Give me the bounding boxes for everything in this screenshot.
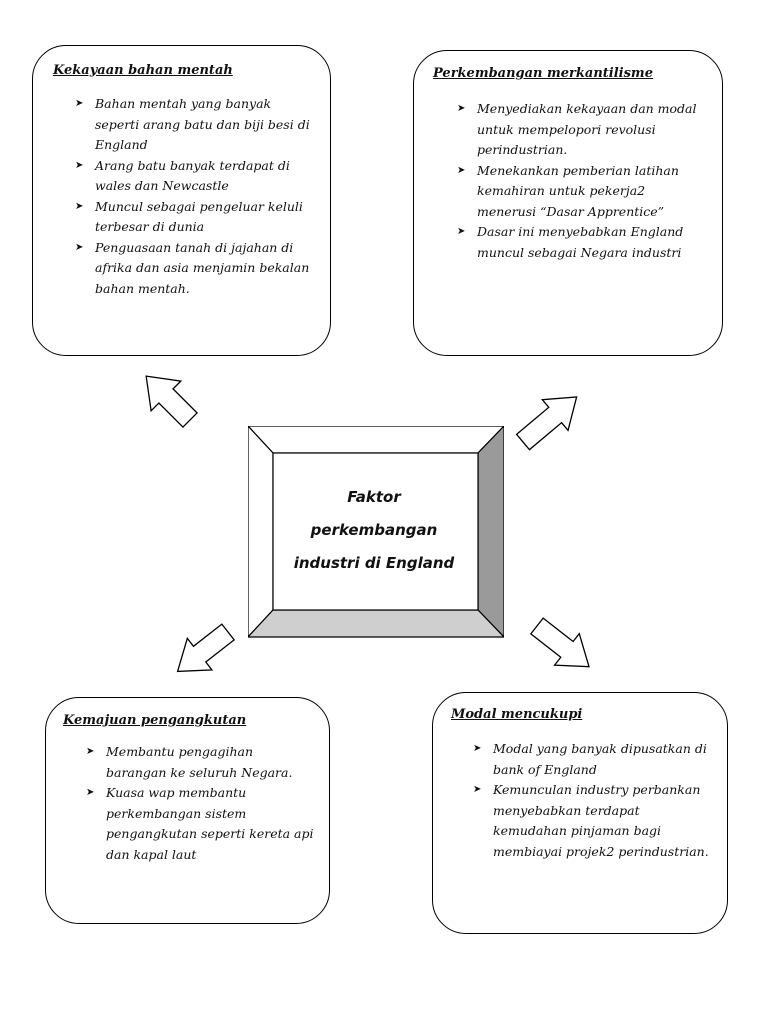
list-item: ➤ Menekankan pemberian latihan kemahiran untuk pekerja2 menerusi “Dasar Apprentice” — [457, 161, 697, 223]
list-item: ➤ Dasar ini menyebabkan England muncul sebagai Negara industri — [457, 222, 697, 263]
list-item: ➤ Kemunculan industry perbankan menyebabkan terdapat kemudahan pinjaman bagi membiayai projek2 perindustrian. — [473, 780, 711, 862]
list-item: ➤ Modal yang banyak dipusatkan di bank of England — [473, 739, 711, 780]
box-title: Perkembangan merkantilisme — [433, 66, 653, 81]
frame-bottom-bevel — [248, 610, 504, 637]
box-title: Kemajuan pengangkutan — [63, 713, 247, 728]
list-item: ➤ Kuasa wap membantu perkembangan sistem pengangkutan seperti kereta api dan kapal laut — [86, 783, 314, 865]
frame-top-bevel — [248, 426, 504, 453]
frame-left-bevel — [248, 426, 273, 637]
box-title: Kekayaan bahan mentah — [53, 63, 233, 78]
center-title-line: Faktor — [347, 487, 401, 506]
center-title — [272, 452, 476, 608]
list-item: ➤ Bahan mentah yang banyak seperti arang batu dan biji besi di England — [75, 94, 311, 156]
bullet-list — [473, 739, 711, 862]
bullet-list — [86, 742, 314, 865]
box-modal-mencukupi — [432, 692, 728, 934]
box-kekayaan-bahan-mentah — [32, 45, 331, 356]
list-item: ➤ Arang batu banyak terdapat di wales dan Newcastle — [75, 156, 311, 197]
list-item: ➤ Penguasaan tanah di jajahan di afrika dan asia menjamin bekalan bahan mentah. — [75, 238, 311, 300]
box-kemajuan-pengangkutan — [45, 697, 330, 924]
box-perkembangan-merkantilisme — [413, 50, 723, 356]
frame-right-bevel — [478, 426, 504, 637]
box-title: Modal mencukupi — [451, 707, 583, 722]
list-item: ➤ Membantu pengagihan barangan ke seluruh Negara. — [86, 742, 314, 783]
list-item: ➤ Muncul sebagai pengeluar keluli terbesar di dunia — [75, 197, 311, 238]
list-item: ➤ Menyediakan kekayaan dan modal untuk mempelopori revolusi perindustrian. — [457, 99, 697, 161]
bullet-list — [75, 94, 311, 299]
center-title-line: industri di England — [293, 553, 455, 572]
bullet-list — [457, 99, 697, 263]
center-title-line: perkembangan — [310, 520, 438, 539]
